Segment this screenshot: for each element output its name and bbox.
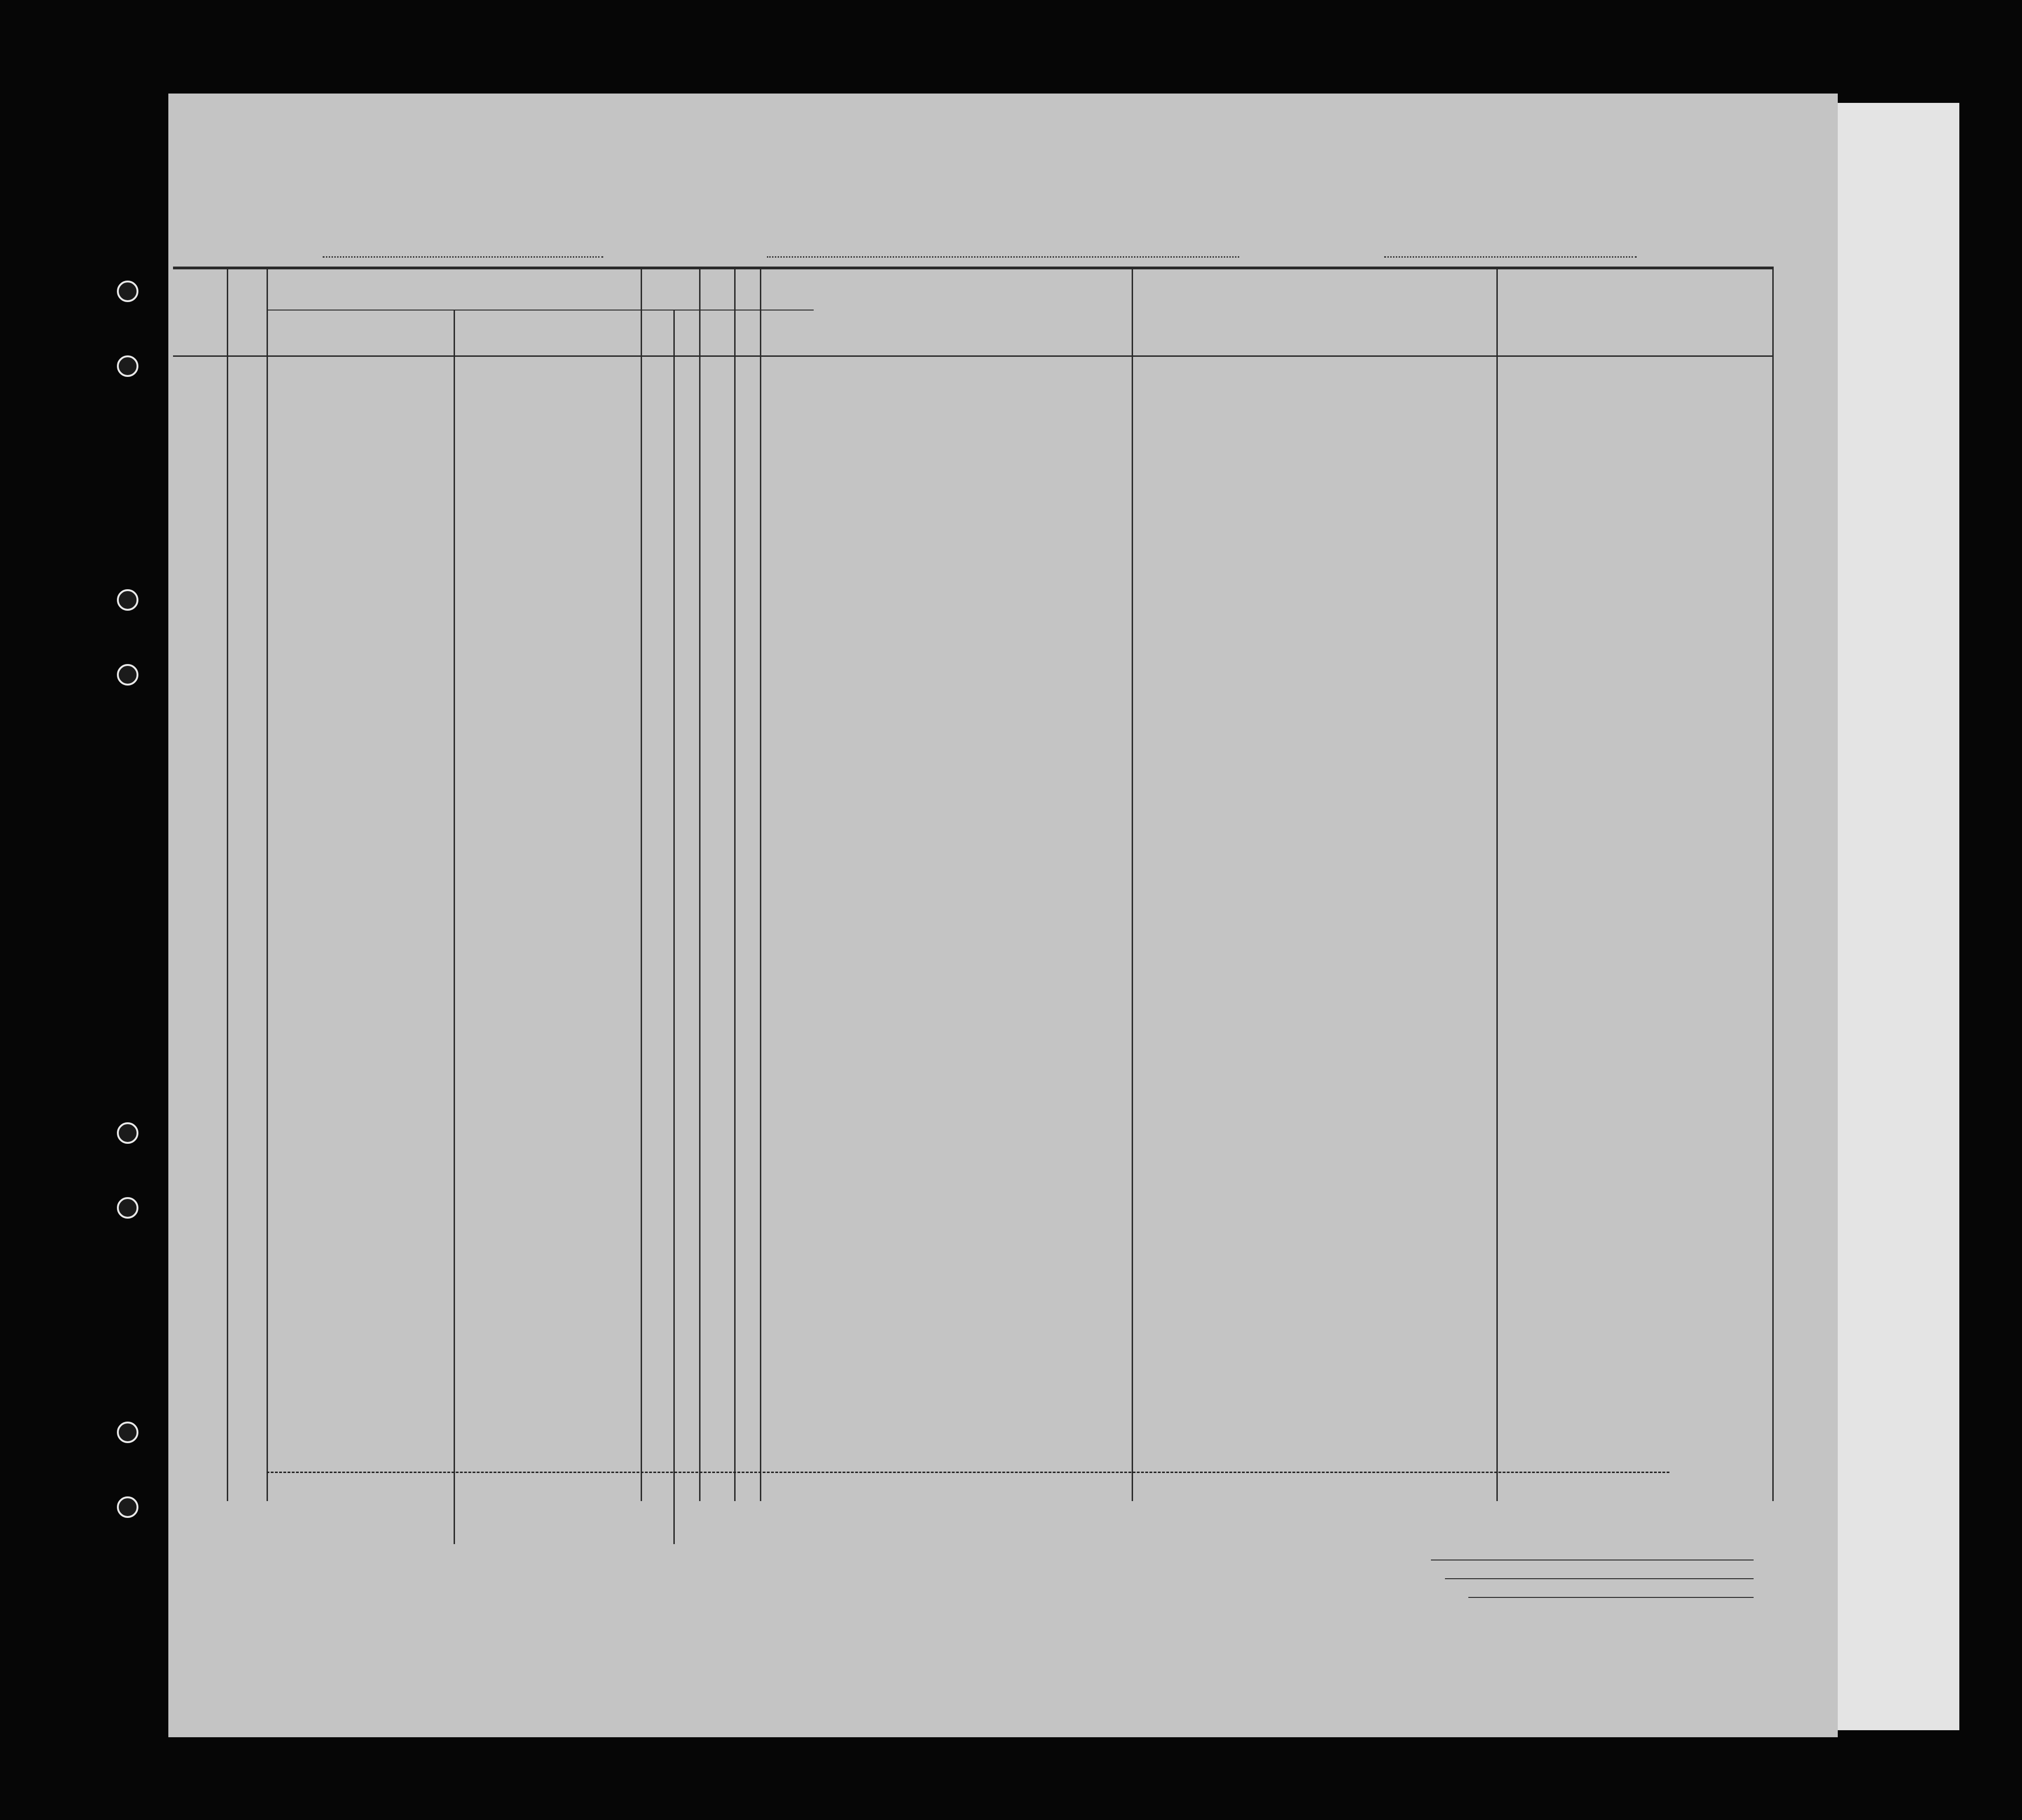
binder-hole (117, 589, 138, 611)
rule (267, 310, 814, 311)
rule (760, 267, 761, 1501)
rule (173, 267, 1772, 269)
rule (734, 267, 736, 1501)
rule (1772, 267, 1774, 1501)
rule (323, 256, 603, 258)
binder-hole (117, 1422, 138, 1443)
binder-hole (117, 281, 138, 302)
binder-hole (117, 1197, 138, 1219)
rule (1445, 1578, 1754, 1579)
rule (1468, 1597, 1754, 1598)
rule (767, 256, 1239, 258)
rule (673, 310, 675, 1544)
manifest-page (168, 94, 1838, 1737)
manifest-table (173, 267, 1772, 1501)
rule (227, 267, 228, 1501)
rule (1496, 267, 1498, 1501)
strike-line (267, 1472, 1669, 1473)
binder-hole (117, 355, 138, 377)
rule (641, 267, 642, 1501)
struck-row (173, 1461, 1772, 1485)
rule (454, 310, 455, 1544)
rule (1384, 256, 1637, 258)
page-edge (1838, 103, 1959, 1730)
rule (267, 267, 268, 1501)
rule (1132, 267, 1133, 1501)
rule (699, 267, 700, 1501)
rule (173, 355, 1772, 357)
binder-hole (117, 664, 138, 686)
binder-hole (117, 1496, 138, 1518)
binder-hole (117, 1122, 138, 1144)
